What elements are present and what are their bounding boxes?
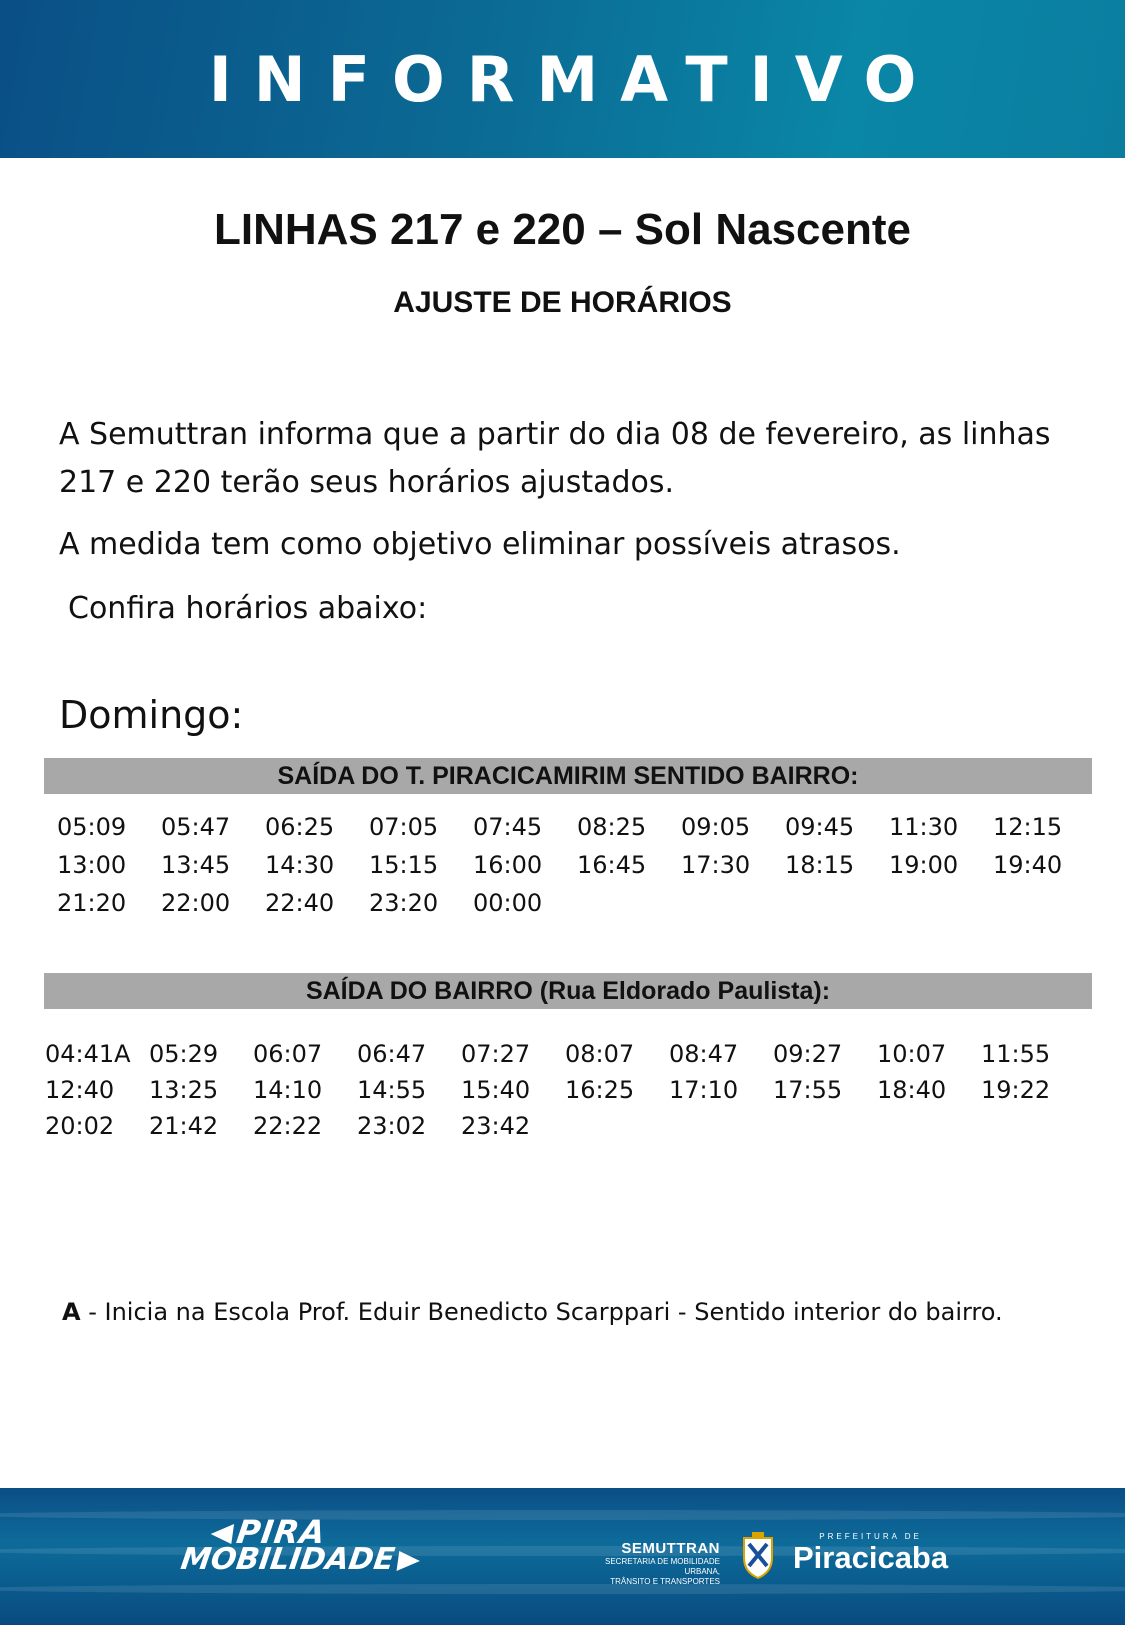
schedule-time: 13:00 xyxy=(57,851,127,879)
page-title: LINHAS 217 e 220 – Sol Nascente xyxy=(214,205,911,254)
schedule-time: 23:20 xyxy=(369,889,439,917)
schedule-time: 14:30 xyxy=(265,851,335,879)
schedule-time: 19:40 xyxy=(993,851,1063,879)
schedule-time: 20:02 xyxy=(45,1112,115,1140)
schedule-time: 17:10 xyxy=(669,1076,739,1104)
schedule-time: 17:55 xyxy=(773,1076,843,1104)
schedule-time: 14:10 xyxy=(253,1076,323,1104)
schedule-time: 19:22 xyxy=(981,1076,1051,1104)
pira-mobilidade-logo xyxy=(178,1513,426,1577)
page-subtitle: AJUSTE DE HORÁRIOS xyxy=(393,286,732,319)
schedule-heading-terminal: SAÍDA DO T. PIRACICAMIRIM SENTIDO BAIRRO: xyxy=(44,758,1092,794)
schedule-times-bairro xyxy=(45,1040,1085,1148)
schedule-time: 22:40 xyxy=(265,889,335,917)
header-banner xyxy=(0,0,1125,158)
arrow-left-icon xyxy=(209,1524,234,1544)
schedule-heading-bairro: SAÍDA DO BAIRRO (Rua Eldorado Paulista): xyxy=(44,973,1092,1009)
check-schedule-paragraph: Confira horários abaixo: xyxy=(68,591,428,626)
schedule-time: 06:47 xyxy=(357,1040,427,1068)
city-crest-icon xyxy=(740,1532,776,1580)
schedule-time: 07:27 xyxy=(461,1040,531,1068)
schedule-time: 12:40 xyxy=(45,1076,115,1104)
schedule-time: 13:25 xyxy=(149,1076,219,1104)
semuttran-line2: TRÂNSITO E TRANSPORTES xyxy=(610,1577,720,1586)
arrow-right-icon xyxy=(397,1551,422,1571)
semuttran-line1: SECRETARIA DE MOBILIDADE URBANA, xyxy=(605,1557,720,1576)
pira-logo-line2: MOBILIDADE xyxy=(178,1542,397,1577)
schedule-time: 17:30 xyxy=(681,851,751,879)
schedule-time: 09:05 xyxy=(681,813,751,841)
schedule-time: 15:15 xyxy=(369,851,439,879)
schedule-time: 19:00 xyxy=(889,851,959,879)
schedule-time: 07:05 xyxy=(369,813,439,841)
schedule-time: 13:45 xyxy=(161,851,231,879)
header-title: INFORMATIVO xyxy=(208,42,939,116)
schedule-times-terminal xyxy=(57,813,1097,927)
schedule-time: 08:47 xyxy=(669,1040,739,1068)
schedule-time: 16:25 xyxy=(565,1076,635,1104)
intro-paragraph: A Semuttran informa que a partir do dia 08 de fevereiro, as linhas 217 e 220 terão seus horários ajustados. xyxy=(59,417,1051,500)
schedule-time: 05:29 xyxy=(149,1040,219,1068)
schedule-time: 09:27 xyxy=(773,1040,843,1068)
schedule-time: 23:02 xyxy=(357,1112,427,1140)
schedule-time: 15:40 xyxy=(461,1076,531,1104)
objective-paragraph: A medida tem como objetivo eliminar possíveis atrasos. xyxy=(59,527,901,562)
day-label: Domingo: xyxy=(59,693,244,737)
schedule-time: 22:00 xyxy=(161,889,231,917)
footnote-text: - Inicia na Escola Prof. Eduir Benedicto Scarppari - Sentido interior do bairro. xyxy=(80,1298,1003,1326)
schedule-time: 16:00 xyxy=(473,851,543,879)
schedule-time: 11:30 xyxy=(889,813,959,841)
schedule-time: 10:07 xyxy=(877,1040,947,1068)
semuttran-name: SEMUTTRAN xyxy=(621,1540,720,1557)
schedule-time: 18:15 xyxy=(785,851,855,879)
footnote xyxy=(62,1298,1003,1326)
prefeitura-name: Piracicaba xyxy=(793,1540,949,1575)
schedule-time: 06:07 xyxy=(253,1040,323,1068)
schedule-time: 23:42 xyxy=(461,1112,531,1140)
schedule-time: 11:55 xyxy=(981,1040,1051,1068)
schedule-time: 04:41A xyxy=(45,1040,131,1068)
footer-banner xyxy=(0,1488,1125,1625)
schedule-time: 22:22 xyxy=(253,1112,323,1140)
schedule-time: 08:07 xyxy=(565,1040,635,1068)
prefeitura-label: PREFEITURA DE xyxy=(819,1532,922,1541)
schedule-time: 14:55 xyxy=(357,1076,427,1104)
schedule-time: 12:15 xyxy=(993,813,1063,841)
schedule-time: 21:20 xyxy=(57,889,127,917)
schedule-time: 18:40 xyxy=(877,1076,947,1104)
schedule-time: 00:00 xyxy=(473,889,543,917)
schedule-time: 08:25 xyxy=(577,813,647,841)
schedule-time: 05:47 xyxy=(161,813,231,841)
schedule-time: 05:09 xyxy=(57,813,127,841)
schedule-time: 16:45 xyxy=(577,851,647,879)
schedule-time: 07:45 xyxy=(473,813,543,841)
prefeitura-logo xyxy=(793,1532,948,1575)
schedule-time: 09:45 xyxy=(785,813,855,841)
semuttran-logo xyxy=(575,1540,720,1587)
footnote-marker: A xyxy=(62,1298,81,1326)
schedule-time: 06:25 xyxy=(265,813,335,841)
pira-logo-line1: PIRA xyxy=(234,1513,329,1551)
schedule-time: 21:42 xyxy=(149,1112,219,1140)
